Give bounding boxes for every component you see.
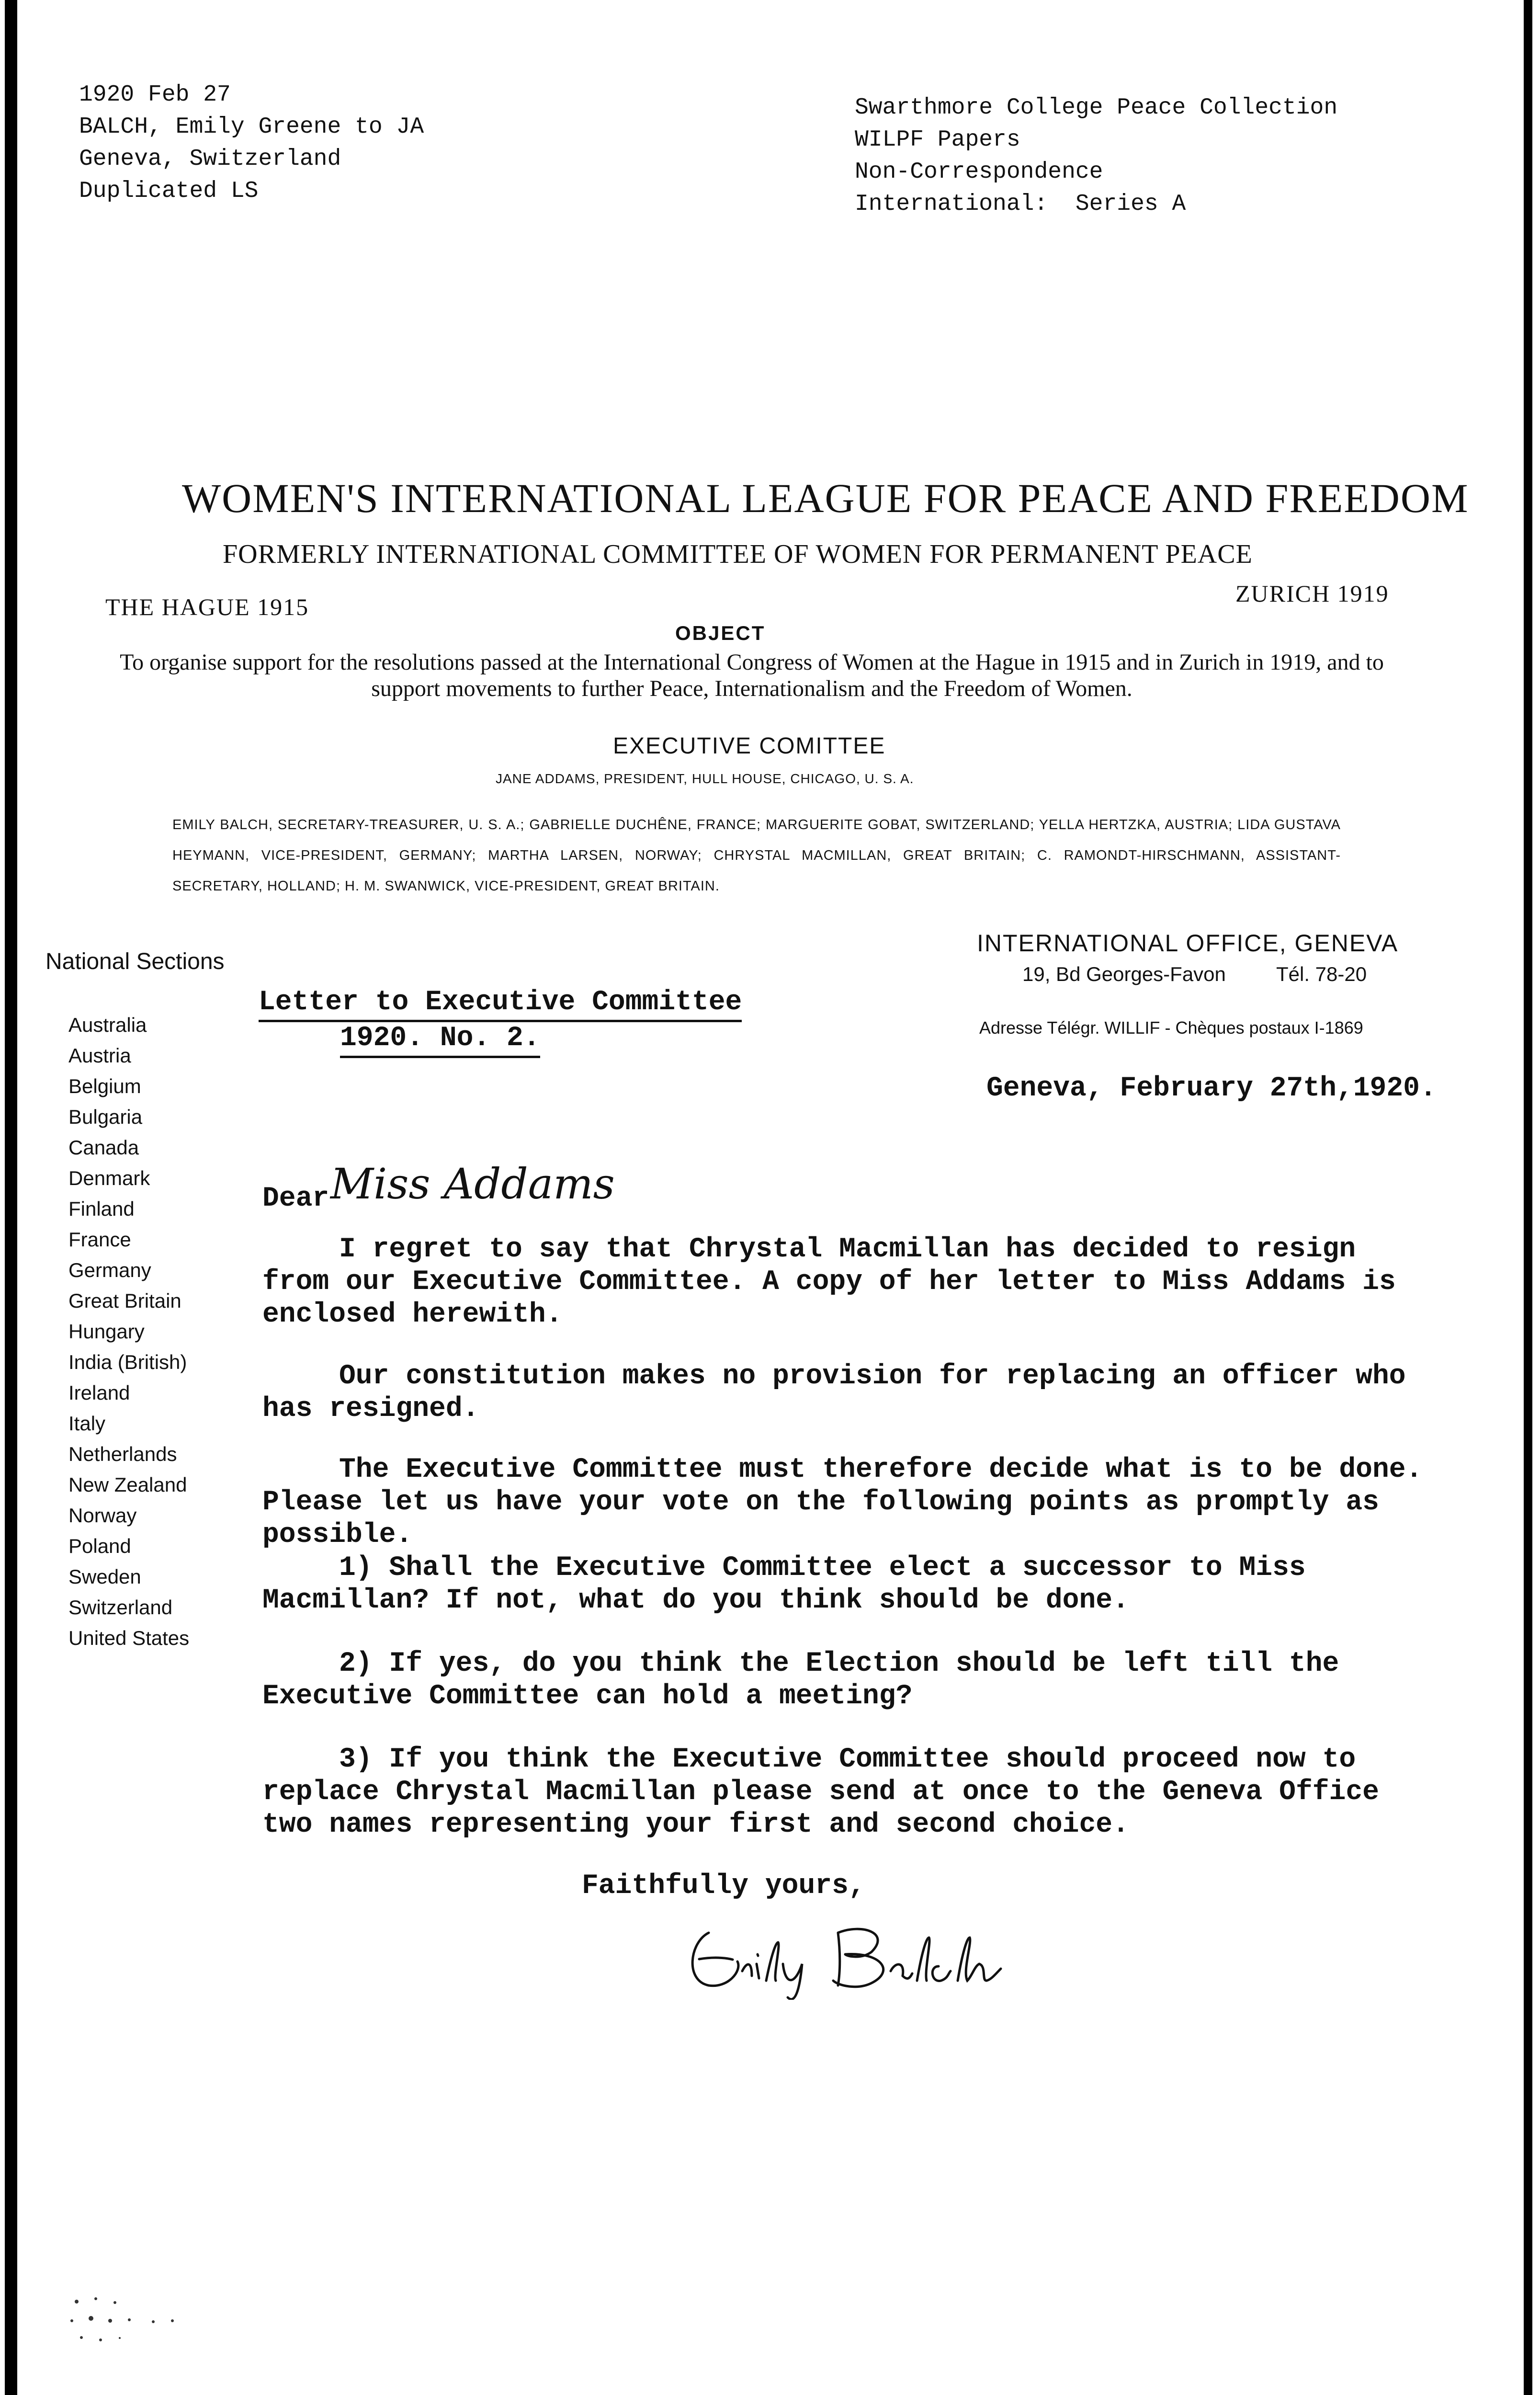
meta-line: International: Series A — [855, 191, 1186, 217]
archive-stamp — [57, 2292, 220, 2345]
office-name: INTERNATIONAL OFFICE, GENEVA — [977, 930, 1399, 957]
national-section-item: Germany — [68, 1259, 151, 1281]
national-section-item: Ireland — [68, 1381, 130, 1404]
salutation-name-handwritten: Miss Addams — [330, 1159, 615, 1209]
meta-line: Geneva, Switzerland — [79, 146, 341, 172]
national-sections-list — [68, 1010, 189, 1654]
national-section-item: New Zealand — [68, 1473, 187, 1496]
national-section-item: Canada — [68, 1136, 139, 1159]
organization-title: WOMEN'S INTERNATIONAL LEAGUE FOR PEACE AND FREEDOM — [182, 475, 1469, 521]
paragraph: Our constitution makes no provision for replacing an officer who has resigned. — [262, 1361, 1406, 1425]
executive-president: JANE ADDAMS, PRESIDENT, HULL HOUSE, CHICAGO, U. S. A. — [496, 771, 914, 786]
national-section-item: Poland — [68, 1535, 131, 1557]
national-section-item: Norway — [68, 1504, 137, 1527]
national-section-item: Italy — [68, 1412, 106, 1435]
letter-number: 1920. No. 2. — [340, 1023, 540, 1058]
letter-date: Geneva, February 27th,1920. — [986, 1073, 1437, 1104]
hague-year: THE HAGUE 1915 — [105, 593, 309, 620]
office-telephone: Tél. 78-20 — [1276, 963, 1367, 985]
meta-line: BALCH, Emily Greene to JA — [79, 114, 424, 140]
executive-members: EMILY BALCH, SECRETARY-TREASURER, U. S. A.; GABRIELLE DUCHÊNE, FRANCE; MARGUERITE GOBAT, SWITZERLAND; YELLA HERTZKA, AUSTRIA; LIDA GUSTAVA HEYMANN, VICE-PRESIDENT, GERMANY; MARTHA LARSEN, NORWAY; CHRYSTAL MACMILLAN, GREAT BRITAIN; C. RAMONDT-HIRSCHMANN, ASSISTANT-SECRETARY, HOLLAND; H. M. SWANWICK, VICE-PRESIDENT, GREAT BRITAIN. — [172, 817, 1341, 894]
national-section-item: Austria — [68, 1044, 131, 1067]
scan-border — [5, 0, 1532, 2395]
salutation: Dear — [262, 1183, 329, 1214]
national-section-item: United States — [68, 1627, 190, 1649]
national-section-item: Great Britain — [68, 1289, 181, 1312]
purpose-statement: To organise support for the resolutions passed at the International Congress of Women at the Hague in 1915 and in Zurich in 1919, and to support movements to further Peace, Internationalism and the Freedom of Women. — [120, 650, 1384, 701]
office-telegraph: Adresse Télégr. WILLIF - Chèques postaux I-1869 — [979, 1018, 1363, 1038]
executive-committee-heading: EXECUTIVE COMITTEE — [613, 733, 886, 759]
national-section-item: Netherlands — [68, 1443, 177, 1465]
national-section-item: Switzerland — [68, 1596, 173, 1619]
paragraph: The Executive Committee must therefore decide what is to be done. Please let us have your vote on the following points as promptly as possible. — [262, 1454, 1423, 1551]
signature — [680, 1914, 1044, 2000]
national-section-item: Denmark — [68, 1167, 150, 1189]
meta-line: WILPF Papers — [855, 127, 1020, 153]
archive-meta-right — [855, 92, 1337, 220]
office-address: 19, Bd Georges-Favon — [1022, 963, 1226, 985]
meta-line: 1920 Feb 27 — [79, 82, 231, 108]
national-section-item: Hungary — [68, 1320, 145, 1343]
national-section-item: Belgium — [68, 1075, 141, 1097]
archive-meta-left — [79, 79, 424, 207]
object-label: OBJECT — [675, 622, 766, 644]
closing: Faithfully yours, — [582, 1870, 865, 1902]
national-section-item: Sweden — [68, 1565, 141, 1588]
paragraph: 1) Shall the Executive Committee elect a successor to Miss Macmillan? If not, what do you think should be done. — [262, 1552, 1306, 1616]
paragraph: 3) If you think the Executive Committee should proceed now to replace Chrystal Macmillan please send at once to the Geneva Office two names representing your first and second choice. — [262, 1744, 1379, 1840]
meta-line: Duplicated LS — [79, 178, 259, 204]
national-section-item: France — [68, 1228, 131, 1251]
paragraph: I regret to say that Chrystal Macmillan has decided to resign from our Executive Committee. A copy of her letter to Miss Addams is enclosed herewith. — [262, 1234, 1396, 1330]
letter-title: Letter to Executive Committee — [259, 987, 742, 1022]
national-section-item: Finland — [68, 1198, 135, 1220]
meta-line: Swarthmore College Peace Collection — [855, 95, 1338, 121]
meta-line: Non-Correspondence — [855, 159, 1103, 185]
national-section-item: India (British) — [68, 1351, 187, 1373]
zurich-year: ZURICH 1919 — [1235, 580, 1389, 607]
national-sections-title: National Sections — [45, 949, 225, 974]
national-section-item: Australia — [68, 1014, 147, 1036]
organization-former-name: FORMERLY INTERNATIONAL COMMITTEE OF WOMEN FOR PERMANENT PEACE — [223, 539, 1253, 569]
paragraph: 2) If yes, do you think the Election should be left till the Executive Committee can hold a meeting? — [262, 1648, 1339, 1712]
national-section-item: Bulgaria — [68, 1106, 143, 1128]
